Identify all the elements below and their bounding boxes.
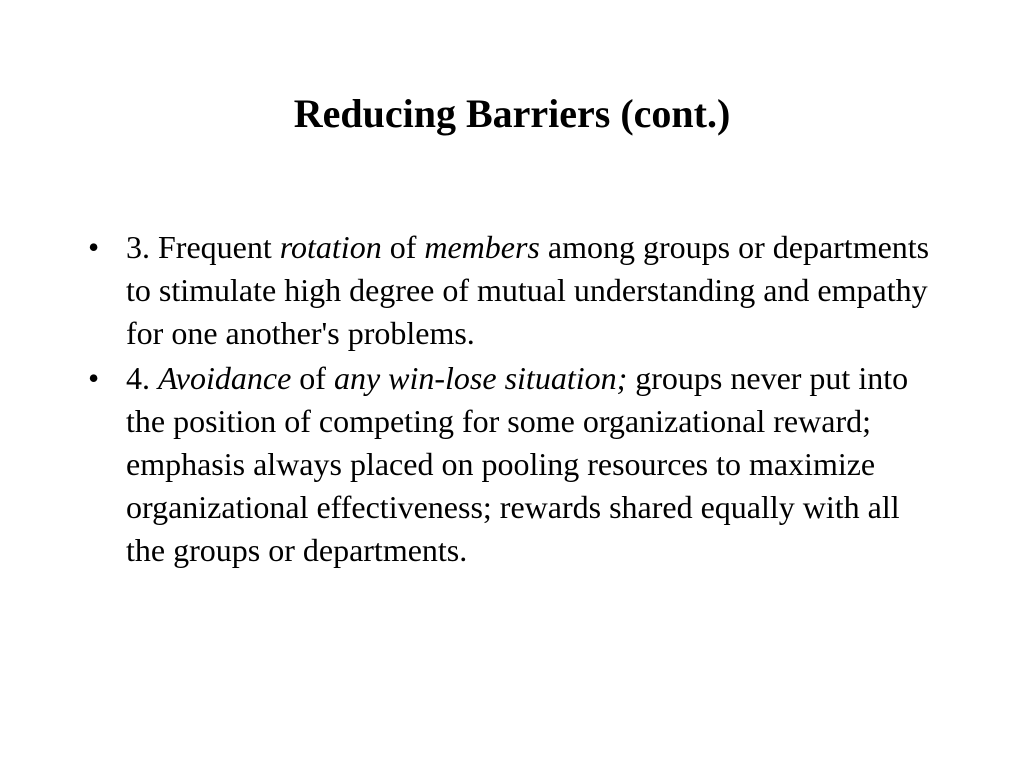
bullet-list bbox=[88, 226, 938, 574]
bullet-item-avoidance bbox=[88, 357, 938, 572]
bullet-emphasis: members bbox=[424, 229, 540, 265]
slide-title: Reducing Barriers (cont.) bbox=[293, 91, 731, 136]
bullet-marker: • bbox=[88, 229, 100, 265]
bullet-emphasis: any win-lose situation; bbox=[333, 360, 628, 396]
bullet-text-part: of bbox=[291, 360, 334, 396]
bullet-item-rotation bbox=[88, 226, 938, 355]
bullet-text-part: 3. Frequent bbox=[126, 229, 280, 265]
bullet-marker: • bbox=[88, 360, 100, 396]
bullet-text-part: of bbox=[381, 229, 425, 265]
bullet-text-part: 4. bbox=[126, 360, 158, 396]
bullet-text-part: among groups or departments to stimulate high degree of mutual understanding and empathy for one another's problems. bbox=[126, 229, 930, 351]
bullet-emphasis: rotation bbox=[279, 229, 382, 265]
bullet-emphasis: Avoidance bbox=[158, 360, 292, 396]
bullet-text-part: groups never put into the position of competing for some organizational reward; emphasis always placed on pooling resources to maximize organizational effectiveness; rewards shared equally with all the groups or departments. bbox=[126, 360, 909, 568]
